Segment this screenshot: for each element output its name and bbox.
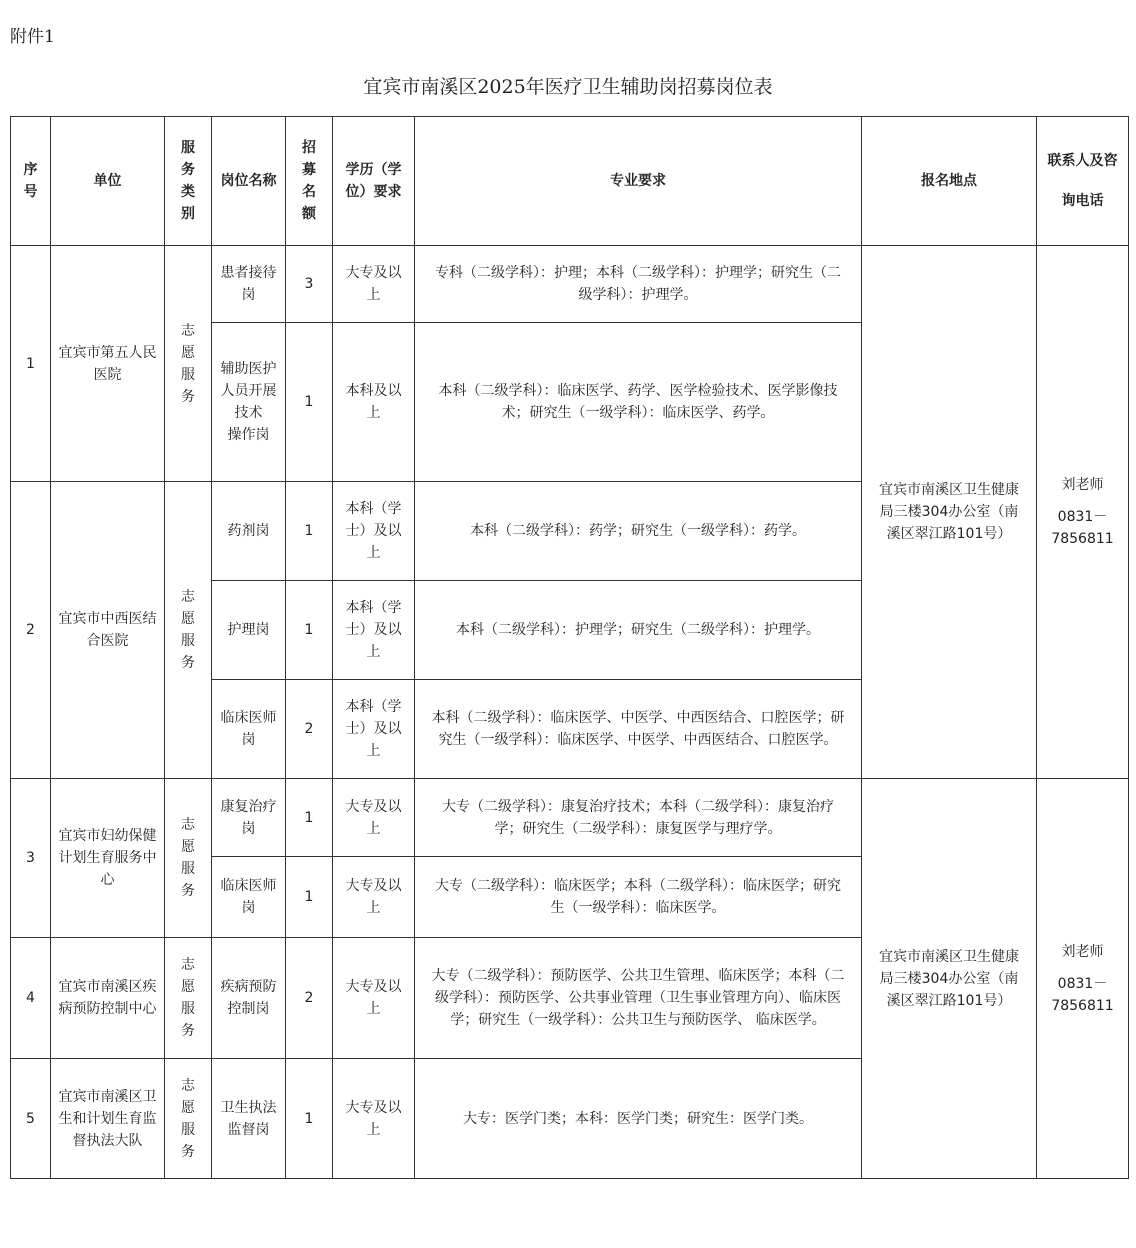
post-cell: 卫生执法监督岗 xyxy=(212,1059,286,1179)
location-cell: 宜宾市南溪区卫生健康局三楼304办公室（南溪区翠江路101号） xyxy=(862,246,1037,779)
post-cell: 康复治疗岗 xyxy=(212,779,286,857)
header-major: 专业要求 xyxy=(415,117,862,246)
unit-cell: 宜宾市妇幼保健计划生育服务中心 xyxy=(51,779,165,938)
unit-cell: 宜宾市中西医结合医院 xyxy=(51,482,165,779)
major-cell: 本科（二级学科）：临床医学、中医学、中西医结合、口腔医学；研究生（一级学科）：临床医学、中医学、中西医结合、口腔医学。 xyxy=(415,680,862,779)
service-cell: 志愿服务 xyxy=(165,938,212,1059)
education-cell: 本科（学士）及以上 xyxy=(333,680,415,779)
post-cell: 疾病预防控制岗 xyxy=(212,938,286,1059)
table-row xyxy=(11,246,1129,323)
education-cell: 大专及以上 xyxy=(333,857,415,938)
education-cell: 大专及以上 xyxy=(333,779,415,857)
quota-cell: 1 xyxy=(286,482,333,581)
header-location: 报名地点 xyxy=(862,117,1037,246)
table-row xyxy=(11,779,1129,857)
header-row xyxy=(11,117,1129,246)
quota-cell: 2 xyxy=(286,680,333,779)
unit-cell: 宜宾市南溪区卫生和计划生育监督执法大队 xyxy=(51,1059,165,1179)
contact-cell xyxy=(1037,246,1129,779)
major-cell: 本科（二级学科）：护理学；研究生（二级学科）：护理学。 xyxy=(415,581,862,680)
seq-cell: 3 xyxy=(11,779,51,938)
attachment-label: 附件1 xyxy=(10,27,55,47)
major-cell: 本科（二级学科）：临床医学、药学、医学检验技术、医学影像技术；研究生（一级学科）：临床医学、药学。 xyxy=(415,323,862,482)
major-cell: 大专（二级学科）：康复治疗技术；本科（二级学科）：康复治疗学；研究生（二级学科）：康复医学与理疗学。 xyxy=(415,779,862,857)
post-cell: 临床医师岗 xyxy=(212,680,286,779)
post-cell: 药剂岗 xyxy=(212,482,286,581)
quota-cell: 3 xyxy=(286,246,333,323)
education-cell: 本科及以上 xyxy=(333,323,415,482)
quota-cell: 2 xyxy=(286,938,333,1059)
quota-cell: 1 xyxy=(286,857,333,938)
contact-phone: 0831－7856811 xyxy=(1051,509,1114,547)
quota-cell: 1 xyxy=(286,779,333,857)
major-cell: 专科（二级学科）：护理；本科（二级学科）：护理学；研究生（二级学科）：护理学。 xyxy=(415,246,862,323)
education-cell: 大专及以上 xyxy=(333,1059,415,1179)
education-cell: 本科（学士）及以上 xyxy=(333,482,415,581)
service-cell: 志愿服务 xyxy=(165,779,212,938)
contact-name: 刘老师 xyxy=(1061,477,1104,493)
quota-cell: 1 xyxy=(286,1059,333,1179)
contact-phone: 0831－7856811 xyxy=(1051,975,1114,1014)
major-cell: 大专：医学门类；本科：医学门类；研究生：医学门类。 xyxy=(415,1059,862,1179)
header-service-type: 服务类别 xyxy=(165,117,212,246)
header-post-name: 岗位名称 xyxy=(212,117,286,246)
seq-cell: 5 xyxy=(11,1059,51,1179)
post-cell: 患者接待岗 xyxy=(212,246,286,323)
page-title: 宜宾市南溪区2025年医疗卫生辅助岗招募岗位表 xyxy=(363,76,773,98)
header-quota: 招募名额 xyxy=(286,117,333,246)
unit-cell: 宜宾市第五人民医院 xyxy=(51,246,165,482)
location-cell: 宜宾市南溪区卫生健康局三楼304办公室（南溪区翠江路101号） xyxy=(862,779,1037,1179)
contact-cell xyxy=(1037,779,1129,1179)
service-cell: 志愿服务 xyxy=(165,246,212,482)
post-cell: 临床医师岗 xyxy=(212,857,286,938)
post-cell: 辅助医护人员开展技术 操作岗 xyxy=(212,323,286,482)
seq-cell: 1 xyxy=(11,246,51,482)
major-cell: 大专（二级学科）：临床医学；本科（二级学科）：临床医学；研究生（一级学科）：临床医学。 xyxy=(415,857,862,938)
education-cell: 本科（学士）及以上 xyxy=(333,581,415,680)
header-unit: 单位 xyxy=(51,117,165,246)
header-seq: 序号 xyxy=(11,117,51,246)
post-cell: 护理岗 xyxy=(212,581,286,680)
seq-cell: 4 xyxy=(11,938,51,1059)
header-education: 学历（学位）要求 xyxy=(333,117,415,246)
service-cell: 志愿服务 xyxy=(165,1059,212,1179)
major-cell: 大专（二级学科）：预防医学、公共卫生管理、临床医学；本科（二级学科）：预防医学、公共事业管理（卫生事业管理方向）、临床医学；研究生（一级学科）：公共卫生与预防医学、 临床医学。 xyxy=(415,938,862,1059)
education-cell: 大专及以上 xyxy=(333,246,415,323)
recruitment-table xyxy=(10,116,1129,1179)
unit-cell: 宜宾市南溪区疾病预防控制中心 xyxy=(51,938,165,1059)
major-cell: 本科（二级学科）：药学；研究生（一级学科）：药学。 xyxy=(415,482,862,581)
seq-cell: 2 xyxy=(11,482,51,779)
quota-cell: 1 xyxy=(286,323,333,482)
service-cell: 志愿服务 xyxy=(165,482,212,779)
contact-name: 刘老师 xyxy=(1061,943,1104,960)
education-cell: 大专及以上 xyxy=(333,938,415,1059)
quota-cell: 1 xyxy=(286,581,333,680)
header-contact: 联系人及咨询电话 xyxy=(1037,117,1129,246)
